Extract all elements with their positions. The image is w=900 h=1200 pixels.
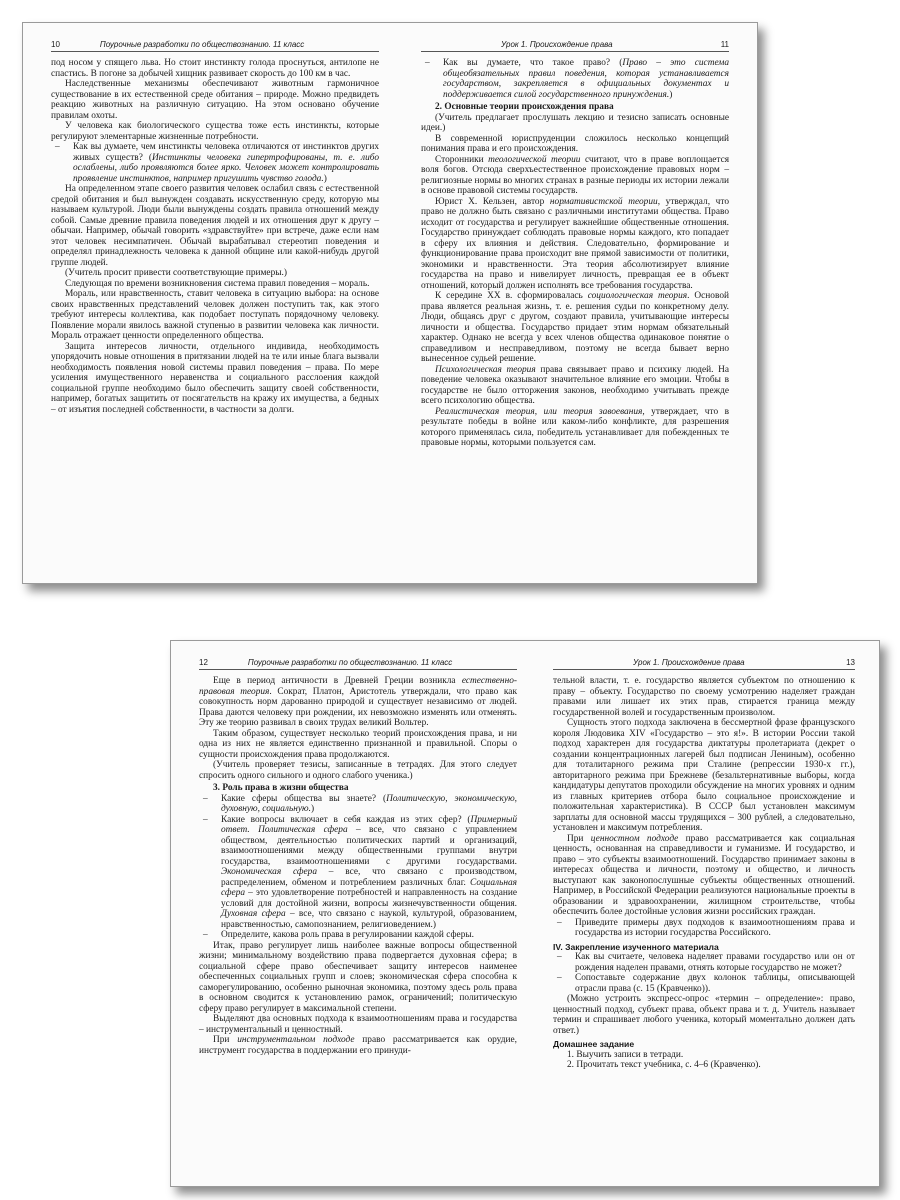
paragraph-text: тельной власти, т. е. государство является субъектом по отношению к праву – объекту. Государство по своему усмотрению наделяет граждан правами или лишает их этих прав, стирается граница между государственной волей и государственным произволом.: [553, 676, 855, 718]
paragraph-text: Таким образом, существует несколько теорий происхождения права, и ни одна из них не является единственно признанной и правильной. Споры о сущности происхождения права продолжаются.: [199, 728, 517, 760]
page-number: 13: [846, 658, 855, 667]
paragraph: [51, 142, 379, 184]
page-number: 11: [720, 40, 729, 49]
paragraph-text: Приведите примеры двух подходов к взаимоотношениям права и государства из истории государства Российского.: [575, 917, 855, 938]
paragraph-text: Реалистическая теория, или теория завоевания, утверждает, что в результате победы в войне или каком-либо конфликте, для разрешения которого применялась сила, победитель устанавливает для побежденных те правовые нормы, которыми пользуется сам.: [421, 406, 729, 448]
paragraph-text: Какие вопросы включает в себя каждая из этих сфер? (Примерный ответ. Политическая сфера – все, что связано с управлением обществом, деятельностью политических партий и организаций, взаимоотношениями между общественными группами внутри государства, взаимоотношениями с другими государствами. Экономическая сфера – все, что связано с производством, распределением, обменом и потреблением различных благ. Социальная сфера – это удовлетворение потребностей и направленность на создание условий для достойной жизни, вопросы жизнечувственности общения. Духовная сфера – все, что связано с наукой, культурой, образованием, нравственностью, самопознанием, религиоведением.): [221, 814, 517, 930]
paragraph-text: У человека как биологического существа тоже есть инстинкты, которые регулируют элементарные жизненные потребности.: [51, 121, 379, 142]
paragraph: [199, 760, 517, 781]
paragraph-text: При ценностном подходе право рассматривается как социальная ценность, основанная на справедливости и гуманизме. И государство, и право – это субъекты взаимоотношений. Государство принимает законы в интересах общества и личности, поэтому и общество, и личность выступают как законопослушные субъекты общественных отношений. Например, в Российской Федерации реализуются национальные проекты в образовании и здравоохранении, жилищном строительстве, чтобы обеспечить более достойные условия жизни российских граждан.: [553, 833, 855, 917]
paragraph-text: (Можно устроить экспресс-опрос «термин – определение»: право, ценностный подход, субъект права, объект права и т. д. Учитель называет термин и спрашивает любого ученика, который моментально должен дать ответ.): [553, 994, 855, 1036]
paragraph-text: Сторонники теологической теории считают, что в праве воплощается воля богов. Отсюда сверхъестественное происхождение правовых норм – религиозные нормы во многих странах в разные периоды их истории лежали в основе правовой системы государств.: [421, 154, 730, 196]
dash-marker: –: [203, 793, 208, 804]
paragraph: [199, 729, 517, 761]
paragraph-text: Домашнее задание: [553, 1039, 635, 1049]
paragraph: [553, 994, 855, 1036]
paragraph-text: Сущность этого подхода заключена в бессмертной фразе французского короля Людовика XIV «Государство – это я!». В истории России такой подход характерен для государства диктатуры пролетариата (декрет о создании концентрационных лагерей был подписан Лениным), особенно для тоталитарного режима при Сталине (репрессии 1930-х гг.), авторитарного режима при Брежневе (безальтернативные выборы, когда кандидатуры депутатов проходили обсуждение на многих уровнях и одним из главных критериев отбора было социальное происхождение и положительная характеристика). В СССР был установлен максимум зарплаты для основной массы трудящихся – 300 рублей, а следовательно, установлен и максимум потребления.: [553, 718, 855, 833]
paragraph-text: (Учитель просит привести соответствующие примеры.): [65, 268, 287, 278]
paragraph-text: 1. Выучить записи в тетради.: [567, 1049, 684, 1060]
paragraph: [199, 941, 517, 1015]
page-body: [421, 58, 729, 449]
paragraph: [421, 197, 729, 292]
dash-marker: –: [203, 930, 208, 940]
paragraph: [553, 1060, 855, 1071]
running-header: [421, 40, 729, 52]
paragraph-text: Наследственные механизмы обеспечивают животным гармоничное существование в их естественной среде обитания – природе. Можно предвидеть реакцию животных на различную ситуацию. На этом основано обучение правилам охоты.: [51, 79, 379, 121]
paragraph-text: (Учитель проверяет тезисы, записанные в тетрадях. Для этого следует спросить одного сильного и одного слабого ученика.): [199, 760, 517, 781]
section-heading: [553, 1039, 855, 1050]
paragraph: [199, 815, 517, 931]
section-heading: [553, 942, 855, 953]
paragraph: [553, 1050, 855, 1061]
paragraph: [199, 676, 517, 729]
book-spread-bottom: [170, 640, 880, 1187]
paragraph: [199, 794, 517, 815]
dash-marker: –: [55, 142, 60, 152]
paragraph-text: К середине XX в. сформировалась социологическая теория. Основой права является реальная жизнь, т. е. решения судьи по конкретному делу. Люди, общаясь друг с другом, создают правила, учитывающие интересы личности и общества. Государство придает этим нормам обязательный характер. Однако не всегда у всех членов общества одинаковое понятие о справедливом и несправедливом, поэтому не всегда бывает верно вынесенное судьей решение.: [421, 291, 729, 364]
paragraph: [421, 155, 729, 197]
page-body: [553, 676, 855, 1071]
paragraph: [421, 365, 729, 407]
running-title: Урок 1. Происхождение права: [501, 40, 613, 49]
section-heading: [199, 783, 517, 794]
paragraph-text: Юрист Х. Кельзен, автор нормативистской теории, утверждал, что право не должно быть связано с различными институтами общества. Право исходит от государства и регулирует важнейшие общественные отношения. Государство принуждает соблюдать правовые нормы каждого, кто попадает в сферу их влияния и действия. Следовательно, формирование и функционирование права происходит вне прямой зависимости от политики, экономики и нравственности. Эта теория абсолютизирует влияние государства на право и нивелирует личность, превращая ее в объект отношений, который должен исполнять все требования государства.: [421, 196, 729, 291]
paragraph: [199, 930, 517, 941]
paragraph-text: 2. Основные теории происхождения права: [435, 102, 614, 112]
paragraph-text: Выделяют два основных подхода к взаимоотношениям права и государства – инструментальный и ценностный.: [199, 1014, 517, 1035]
paragraph-text: Как вы считаете, человека наделяет правами государство или он от рождения наделен правами, отнять которые государство не может?: [575, 952, 855, 973]
paragraph: [51, 121, 379, 142]
paragraph-text: В современной юриспруденции сложилось несколько концепций понимания права и его происхождения.: [421, 133, 729, 154]
section-heading: [421, 102, 729, 113]
page-body: [51, 58, 379, 415]
paragraph-text: Следующая по времени возникновения система правил поведения – мораль.: [65, 278, 370, 289]
book-spread-top: [22, 22, 758, 584]
paragraph: [553, 973, 855, 994]
paragraph: [553, 676, 855, 718]
page-number: 10: [51, 40, 60, 49]
paragraph: [51, 268, 379, 279]
paragraph: [553, 952, 855, 973]
page-10: [51, 23, 379, 415]
paragraph: [51, 289, 379, 342]
paragraph-text: (Учитель предлагает прослушать лекцию и тезисно записать основные идеи.): [421, 112, 729, 133]
paragraph: [421, 134, 729, 155]
paragraph-text: Защита интересов личности, отдельного индивида, необходимость упорядочить новые отношения в притязании людей на те или иные блага вызвали необходимость появления новой системы правил поведения – права. По мере усиления имущественного неравенства и социального расслоения каждой социальной группе необходимо было обеспечить защиту своей собственности, например, богатых защитить от посягательств на кражу их имущества, а бедных – от изъятия последней собственности, в частности за долги.: [51, 341, 379, 415]
running-header: [553, 658, 855, 670]
paragraph-text: под носом у спящего льва. Но стоит инстинкту голода проснуться, антилопе не спастись. В погоне за добычей хищник развивает скорость до 100 км в час.: [51, 58, 379, 79]
paragraph-text: IV. Закрепление изученного материала: [553, 941, 719, 952]
paragraph-text: На определенном этапе своего развития человек ослабил связь с естественной средой обитания и был вынужден создавать искусственную среду, которую мы называем культурой. Люди были вынуждены создать правила отношений между собой. Самые древние правила поведения людей и их отношения друг к другу – обычаи. Например, обычай говорить «здравствуйте» при встрече, даже если нам этот человек несимпатичен. Обычай вырабатывал стереотип поведения и определял принадлежность человека к данной общине или какой-нибудь другой группе людей.: [51, 184, 379, 268]
page-number: 12: [199, 658, 208, 667]
paragraph-text: Как вы думаете, что такое право? (Право – это система общеобязательных правил поведения, которая устанавливается государством, закрепляется в официальных документах и поддерживается силой государственного принуждения.): [443, 58, 729, 100]
paragraph: [199, 1035, 517, 1056]
dash-marker: –: [425, 58, 430, 68]
paragraph: [553, 718, 855, 834]
paragraph: [553, 918, 855, 939]
paragraph-text: Психологическая теория права связывает право и психику людей. На поведение человека оказывают значительное влияние его эмоции. Чтобы в государстве не было отторжения законов, необходимо учитывать прежде всего психологию общества.: [421, 364, 729, 406]
page-11: [421, 23, 729, 449]
page-13: [553, 641, 855, 1071]
paragraph-text: Определите, какова роль права в регулировании каждой сферы.: [221, 930, 474, 940]
paragraph-text: Еще в период античности в Древней Греции возникла естественно-правовая теория. Сократ, Платон, Аристотель утверждали, что право как совокупность норм дарованно природой и существует независимо от людей. Права даются человеку при рождении, их невозможно изменять или отменять. Эту же теорию развивал в своих трудах великий Вольтер.: [199, 676, 517, 728]
paragraph: [421, 291, 729, 365]
running-title: Поурочные разработки по обществознанию. 11 класс: [99, 40, 305, 49]
paragraph-text: 3. Роль права в жизни общества: [213, 783, 349, 793]
paragraph-text: 2. Прочитать текст учебника, с. 4–6 (Кравченко).: [567, 1060, 761, 1070]
dash-marker: –: [557, 952, 562, 962]
page-body: [199, 676, 517, 1056]
paragraph: [553, 834, 855, 918]
dash-marker: –: [203, 814, 208, 825]
paragraph: [421, 58, 729, 100]
paragraph: [421, 407, 729, 449]
running-title: Поурочные разработки по обществознанию. 11 класс: [247, 658, 453, 667]
paragraph: [421, 113, 729, 134]
paragraph: [51, 58, 379, 79]
paragraph-text: При инструментальном подходе право рассматривается как орудие, инструмент государства в поддержании его принуди-: [199, 1035, 517, 1056]
paragraph-text: Итак, право регулирует лишь наиболее важные вопросы общественной жизни; минимальному воздействию права подвергается духовная сфера; в социальной сфере право обеспечивает защиту интересов наименее обеспеченных социальных групп и слоев; экономическая сфера способна к саморегулированию, особенно рыночная экономика, поэтому здесь роль права в основном сводится к установлению рамок, ограничений; политическую сферу право регулирует в максимальной степени.: [199, 940, 517, 1014]
paragraph-text: Сопоставьте содержание двух колонок таблицы, описывающей отрасли права (с. 15 (Кравченко)).: [575, 973, 855, 994]
paragraph: [51, 342, 379, 416]
paragraph-text: Мораль, или нравственность, ставит человека в ситуацию выбора: на основе своих нравственных представлений человек должен поступить так, как этого требуют интересы коллектива, как подобает поступать порядочному человеку. Появление морали явилось важной ступенью в развитии человека как личности. Мораль отражает ценности определенного общества.: [51, 289, 379, 341]
paragraph-text: Какие сферы общества вы знаете? (Политическую, экономическую, духовную, социальную.): [221, 793, 517, 814]
paragraph: [51, 79, 379, 121]
paragraph: [51, 279, 379, 290]
paragraph: [51, 184, 379, 268]
dash-marker: –: [557, 973, 562, 983]
dash-marker: –: [557, 917, 562, 928]
running-header: [199, 658, 517, 670]
paragraph-text: Как вы думаете, чем инстинкты человека отличаются от инстинктов других живых существ? (Инстинкты человека гипертрофированы, т. е. либо ослаблены, либо проявляются более ярко. Человек может контролировать проявление инстинктов, например пригушить чувство голода.): [73, 142, 379, 184]
paragraph: [199, 1014, 517, 1035]
running-title: Урок 1. Происхождение права: [633, 658, 745, 667]
running-header: [51, 40, 379, 52]
page-12: [199, 641, 517, 1056]
